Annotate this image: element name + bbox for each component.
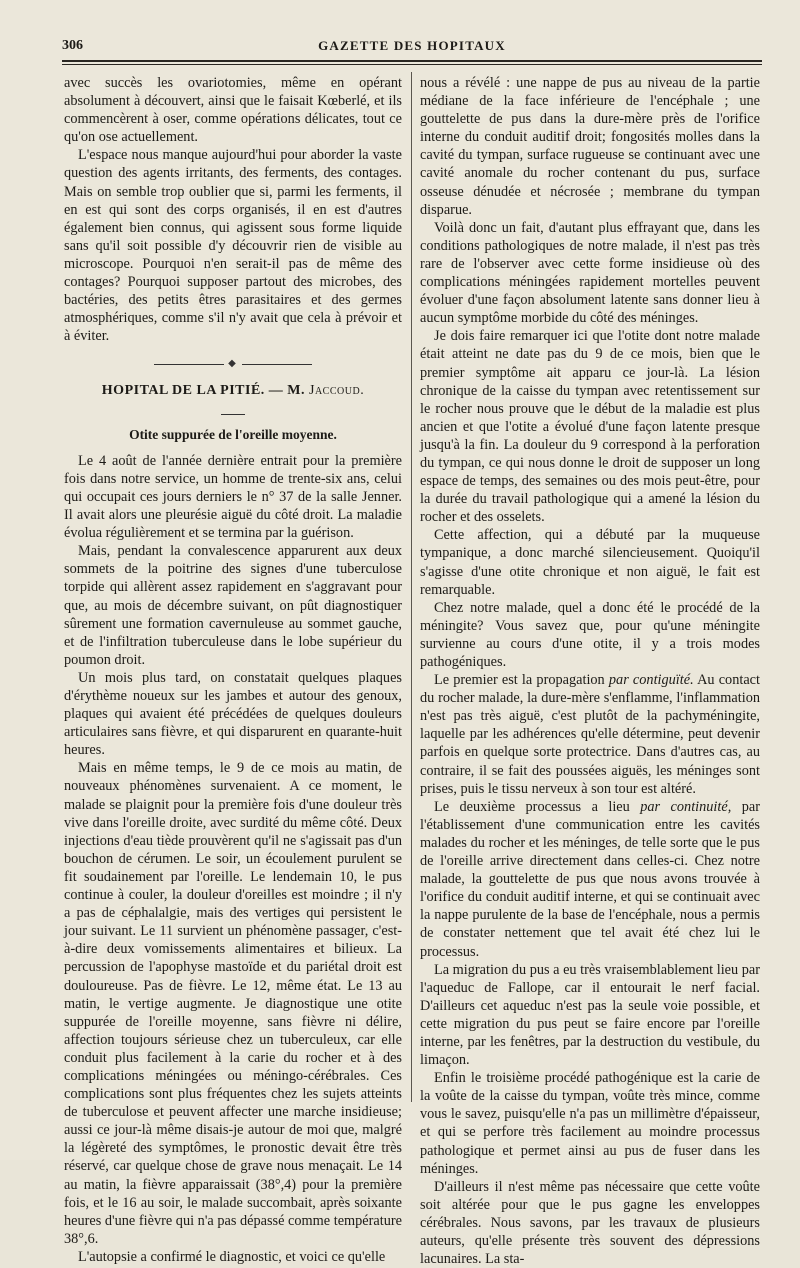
text-run: Au contact du rocher malade, la dure-mère s'enflamme, l'inflammation n'est pas très aiguë, c'est plutôt de la pachyméningite, laquelle par les adhérences qu'elle détermine, peut devenir parfois en quelque sorte protectrice. Dans d'autres cas, au contraire, il se fait des poussées aiguës, les méninges sont prises, puis le tissu nerveux à son tour est altéré. [420,672,760,797]
small-rule [64,402,402,420]
paragraph: avec succès les ovariotomies, même en opérant absolument à découvert, ainsi que le faisait Kœberlé, et ils commencèrent à oser, comme opérations délicates, tout ce qu'on ose actuellement. [64,75,402,146]
text-run: Le premier est la propagation [434,672,605,689]
paragraph: La migration du pus a eu très vraisemblablement lieu par l'aqueduc de Fallope, car il entourait le nerf facial. D'ailleurs cet aqueduc n'est pas la seule voie possible, et cette migration du pus peut se faire encore par l'oreille interne, par les fenêtres, par la destruction du vestibule, du limaçon. [420,961,760,1069]
column-divider [411,72,412,1102]
italic-term: par continuité, [640,798,732,815]
article-title: Otite suppurée de l'oreille moyenne. [129,426,337,442]
paragraph: nous a révélé : une nappe de pus au niveau de la partie médiane de la face inférieure de l'encéphale ; une gouttelette de pus dans la dure-mère près de l'orifice interne du conduit auditif droit; fongosités molles dans la cavité du tympan, surface rugueuse se continuant avec une cavité anomale du rocher contenant du pus, surface osseuse dénudée et nécrosée ; membrane du tympan disparue. [420,75,760,218]
section-heading-text: HOPITAL DE LA PITIÉ. — M. [101,382,306,398]
italic-term: par contiguïté. [608,672,694,689]
paragraph: Chez notre malade, quel a donc été le procédé de la méningite? Vous savez que, pour qu'une méningite survienne au cours d'une otite, il y a trois modes pathogéniques. [420,599,760,670]
paragraph: Mais en même temps, le 9 de ce mois au matin, de nouveaux phénomènes survenaient. A ce moment, le malade se plaignit pour la première fois d'une douleur très vive dans l'oreille droite, avec surdité du même côté. Deux injections d'eau tiède prouvèrent qu'il ne s'agissait pas d'un bouchon de cérumen. Le soir, un écoulement purulent se fit soudainement par l'oreille. Le lendemain 10, le pus continue à couler, la douleur d'oreilles est moindre ; il n'y a pas de céphalalgie, mais des vertiges qui persistent le jour suivant. Le 11 survient un phénomène passager, c'est-à-dire deux vomissements alimentaires et bilieux. La percussion de l'apophyse mastoïde et du pariétal droit est douloureuse. Pas de fièvre. Le 12, même état. Le 13 au matin, le vertige augmente. Je diagnostique une otite suppurée de l'oreille moyenne, sans fièvre ni délire, affection toujours sérieuse chez un tuberculeux, car elle conduit plus facilement à la carie du rocher et à des complications méningées ou méningo-cérébrales. Ces complications sont plus fréquentes chez les sujets atteints de tuberculose et peuvent affecter une marche insidieuse; aussi ce jour-là même disais-je autour de moi que, malgré la légèreté des symptômes, le pronostic devait être très réservé, car quelque chose de grave nous menaçait. Le 14 au matin, la fièvre apparaissait (38°,4) pour la première fois, et le 16 au soir, le malade succombait, après soixante heures d'une fièvre qui n'a pas dépassé comme température 38°,6. [64,760,402,1247]
header-rule [62,60,762,65]
paragraph: Cette affection, qui a débuté par la muqueuse tympanique, a donc marché silencieusement. Quoiqu'il s'agisse d'une otite chronique et non aiguë, le fait est remarquable. [420,527,760,598]
paragraph: Voilà donc un fait, d'autant plus effrayant que, dans les conditions pathologiques de notre malade, il n'est pas très rare de l'observer avec cette forme insidieuse où des complications méningées rapidement mortelles peuvent évoluer d'une façon absolument latente sans donner lieu à aucun symptôme morbide du côté des méninges. [420,219,760,327]
paragraph: L'autopsie a confirmé le diagnostic, et voici ce qu'elle [78,1248,386,1265]
paragraph: D'ailleurs il n'est même pas nécessaire que cette voûte soit altérée pour que le pus gagne les enveloppes cérébrales. Nous savons, par les travaux de plusieurs auteurs, qu'elle présente très souvent des dépressions lacunaires. La sta- [420,1178,760,1268]
paragraph: Je dois faire remarquer ici que l'otite dont notre malade était atteint ne date pas du 9 de ce mois, bien que le premier symptôme ait apparu ce jour-là. La lésion chronique de la caisse du tympan avec retentissement sur le rocher nous prouve que le début de la maladie est plus ancien et que l'otite a évolué d'une façon latente presque jusqu'à la fin. La douleur du 9 correspond à la perforation du tympan, ce qui nous donne le droit de supposer un long espace de temps, des semaines ou des mois peut-être, pour la durée du travail pathologique qui a amené la lésion du rocher et des osselets. [420,328,760,526]
page-header [62,36,762,56]
left-column [64,74,402,1266]
text-run: par l'établissement d'une communication entre les cavités malades du rocher et les méninges, de telle sorte que le pus de l'oreille arrive directement dans celles-ci. Chez notre malade, la gouttelette de pus que nous avons trouvée à l'orifice du conduit auditif interne, et qui se continuait avec la nappe purulente de la base de l'encéphale, nous a permis de constater nettement que tel avait été chez lui le processus. [420,798,761,960]
right-column [420,74,760,1268]
section-author: Jaccoud. [309,382,365,398]
paragraph [420,798,760,961]
paragraph: L'espace nous manque aujourd'hui pour aborder la vaste question des agents irritants, des ferments, des contages. Mais on semble trop oublier que si, parmi les ferments, il en est qui sont des corps organisés, il en est d'autres également bien connus, qui agissent sous forme liquide sans qu'il soit possible d'y découvrir rien de visible au microscope. Pourquoi n'en serait-il pas de même des contages? Pourquoi supposer partout des microbes, des bactéries, des petits êtres parasitaires et des germes atmosphériques, comme s'il n'y avait que cela à prévoir et à éviter. [64,147,402,345]
paragraph: Mais, pendant la convalescence apparurent aux deux sommets de la poitrine des signes d'une tuberculose torpide qui allèrent assez rapidement en s'aggravant pour que, au mois de décembre suivant, on pût diagnostiquer sûrement une formation cavernuleuse au sommet gauche, et de l'infiltration tuberculeuse dans le lobe supérieur du poumon droit. [64,543,402,668]
page-number: 306 [62,38,83,53]
paragraph: Enfin le troisième procédé pathogénique est la carie de la voûte de la caisse du tympan, voûte très mince, comme vous le savez, puisqu'elle n'a pas un millimètre d'épaisseur, et qui se perfore très facilement au moindre processus pathologique et permet ainsi au pus de fuser dans les méninges. [420,1070,760,1177]
section-heading [64,382,402,400]
paragraph: Le 4 août de l'année dernière entrait pour la première fois dans notre service, un homme de trente-six ans, celui qui occupait ces jours derniers le n° 37 de la salle Jenner. Il avait alors une pleurésie aiguë du côté droit. La maladie évolua régulièrement et se termina par la guérison. [64,452,402,542]
journal-title: GAZETTE DES HOPITAUX [318,38,506,53]
paragraph: Un mois plus tard, on constatait quelques plaques d'érythème noueux sur les jambes et autour des genoux, plaques qui avaient été précédées de quelques douleurs articulaires sans fièvre, et qui disparurent en quarante-huit heures. [64,669,402,759]
paragraph [420,671,760,798]
text-run: Le deuxième processus a lieu [434,798,630,815]
section-ornament: ◆ [64,355,402,373]
